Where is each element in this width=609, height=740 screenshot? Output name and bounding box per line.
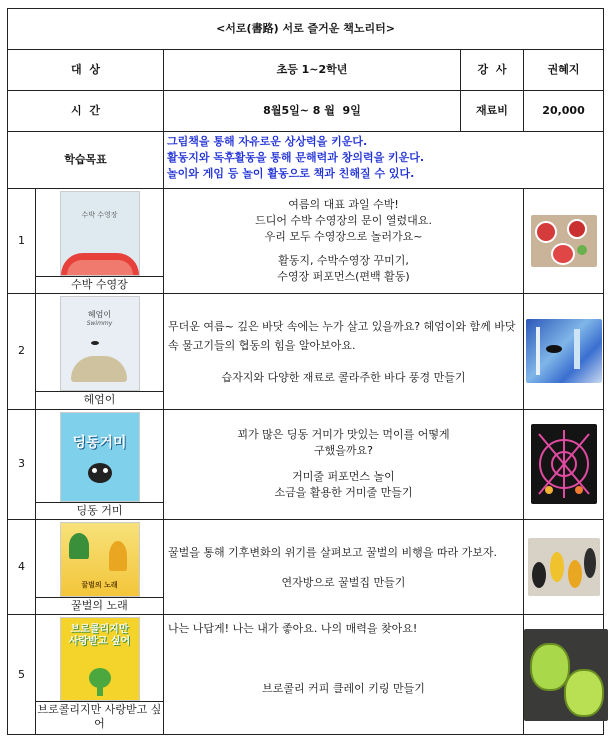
activity-photo: [526, 319, 602, 383]
desc-line: 연자방으로 꿀벌집 만들기: [281, 575, 406, 589]
desc-line: 구했을까요?: [314, 444, 373, 458]
desc-line: 드디어 수박 수영장의 문이 열렸대요.: [255, 214, 432, 228]
desc-line: 활동지, 수박수영장 꾸미기,: [278, 254, 409, 268]
activity-photo-cell: [524, 294, 604, 409]
book-cover-image: [60, 296, 140, 391]
session-row: [8, 189, 604, 294]
cover-title: 꿀벌의 노래: [81, 580, 118, 589]
book-cover-image: [60, 191, 140, 276]
goal-line: 놀이와 게임 등 놀이 활동으로 책과 친해질 수 있다.: [167, 166, 415, 180]
desc-line: 나는 나답게! 나는 내가 좋아요. 나의 매력을 찾아요!: [168, 622, 418, 636]
goal-line: 활동지와 독후활동을 통해 문해력과 창의력을 키운다.: [167, 150, 425, 164]
session-number: 3: [8, 409, 36, 519]
book-title: 딩동 거미: [36, 502, 163, 519]
instructor-label: 강 사: [461, 50, 524, 91]
book-title: 브로콜리지만 사랑받고 싶어: [36, 701, 163, 733]
session-description: [164, 615, 524, 735]
session-number: 4: [8, 519, 36, 614]
spider-web-craft-icon: [531, 424, 597, 504]
goals-label: 학습목표: [8, 132, 164, 189]
session-number: 2: [8, 294, 36, 409]
session-row: [8, 409, 604, 519]
activity-photo: [531, 215, 597, 267]
fee-value: 20,000: [524, 91, 604, 132]
cover-title: 헤엄이: [87, 310, 112, 320]
lesson-plan-table: [7, 8, 604, 735]
book-cell: [36, 409, 164, 519]
goals-list: [164, 132, 604, 189]
session-number: 1: [8, 189, 36, 294]
desc-line: 브로콜리 커피 클레이 키링 만들기: [262, 682, 425, 696]
desc-line: 꾀가 많은 딩동 거미가 맛있는 먹이를 어떻게: [237, 428, 450, 442]
target-value: 초등 1~2학년: [164, 50, 461, 91]
session-description: [164, 294, 524, 409]
session-row: [8, 519, 604, 614]
instructor-value: 권혜지: [524, 50, 604, 91]
book-cover-image: [60, 617, 140, 701]
goal-line: 그림책을 통해 자유로운 상상력을 키운다.: [167, 135, 368, 148]
cover-title: 브로콜리지만 사랑받고 싶어: [68, 624, 131, 647]
book-title: 수박 수영장: [36, 276, 163, 293]
activity-photo: [528, 538, 600, 596]
activity-photo-cell: [524, 409, 604, 519]
target-label: 대 상: [8, 50, 164, 91]
activity-photo-cell: [524, 189, 604, 294]
book-cell: [36, 615, 164, 735]
desc-line: 습자지와 다양한 재료로 콜라주한 바다 풍경 만들기: [221, 371, 466, 385]
desc-line: 수영장 퍼포먼스(편백 활동): [277, 270, 410, 284]
book-title: 꿀벌의 노래: [36, 597, 163, 614]
activity-photo: [531, 424, 597, 504]
cover-title: 수박 수영장: [81, 211, 118, 219]
desc-line: 우리 모두 수영장으로 놀러가요~: [264, 230, 423, 244]
activity-photo-cell: [524, 615, 604, 735]
cover-subtitle: Swimmy: [86, 320, 113, 328]
session-row: [8, 294, 604, 409]
book-cell: [36, 519, 164, 614]
desc-line: 거미줄 퍼포먼스 놀이: [292, 470, 395, 484]
activity-photo: [524, 629, 608, 721]
session-row: [8, 615, 604, 735]
desc-line: 여름의 대표 과일 수박!: [288, 198, 399, 212]
session-number: 5: [8, 615, 36, 735]
book-cell: [36, 189, 164, 294]
book-cover-image: [60, 412, 140, 502]
desc-line: 소금을 활용한 거미줄 만들기: [274, 486, 413, 500]
session-description: [164, 519, 524, 614]
desc-line: 꿀벌을 통해 기후변화의 위기를 살펴보고 꿀벌의 비행을 따라 가보자.: [168, 546, 497, 560]
page-title: <서로(書路) 서로 즐거운 책노리터>: [8, 9, 604, 50]
session-description: [164, 189, 524, 294]
activity-photo-cell: [524, 519, 604, 614]
book-cover-image: [60, 522, 140, 597]
time-label: 시 간: [8, 91, 164, 132]
fee-label: 재료비: [461, 91, 524, 132]
cover-title: 딩동거미: [72, 434, 127, 451]
session-description: [164, 409, 524, 519]
time-value: 8월5일~ 8 월 9일: [164, 91, 461, 132]
desc-line: 무더운 여름~ 깊은 바닷 속에는 누가 살고 있을까요? 헤엄이와 함께 바닷 속 물고기들의 협동의 힘을 알아보아요.: [168, 319, 516, 353]
book-title: 헤엄이: [36, 391, 163, 408]
book-cell: [36, 294, 164, 409]
